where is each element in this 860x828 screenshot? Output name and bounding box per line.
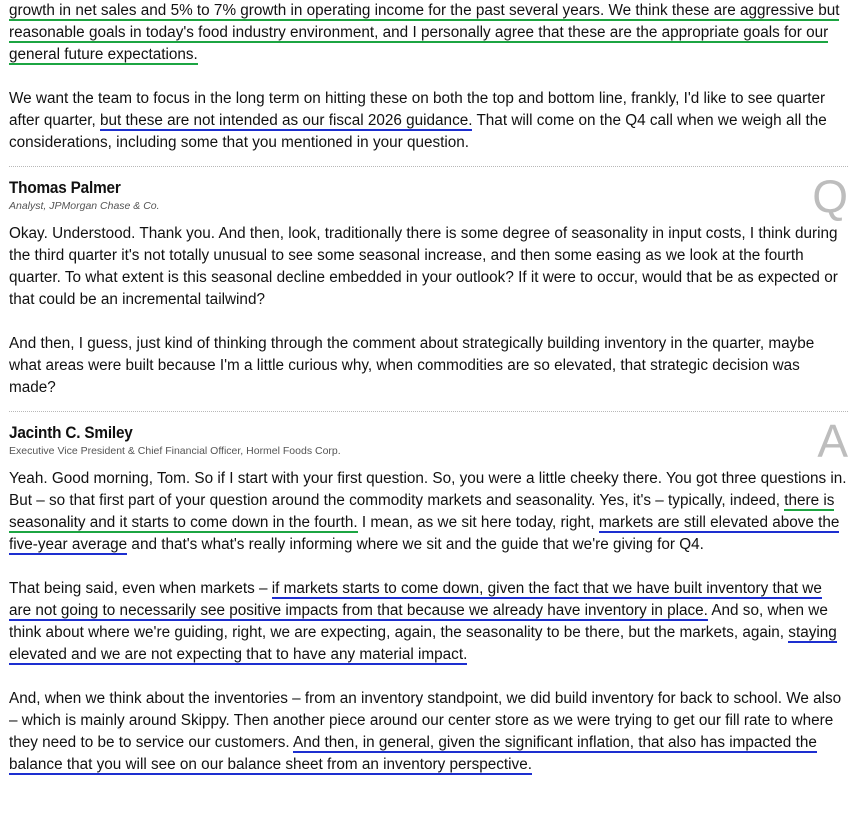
answer-paragraph-2 [9,578,848,666]
section-divider [9,411,848,412]
question-paragraph-2 [9,333,848,399]
text-segment: We want the team to focus in the long term on hitting these on both the top and bottom line, frankly, I'd like to see quarter after quarter, [9,90,826,129]
question-paragraph-1 [9,223,848,311]
text-segment: Okay. Understood. Thank you. And then, look, traditionally there is some degree of seasonality in input costs, I think during the third quarter it's not totally unusual to see some seasonal increase, and then some easing as we look at the fourth quarter. To what extent is this seasonal decline embedded in your outlook? If it were to occur, would that be as expected or that could be an incremental tailwind? [9,225,838,308]
highlight-blue: but these are not intended as our fiscal 2026 guidance. [99,112,473,129]
highlight-blue: if markets starts to come down, given the fact that we have built inventory that we are not going to necessarily see positive impacts from that because we already have inventory in place. [9,580,822,619]
intro-paragraph-2 [9,88,848,154]
answer-marker-icon: A [817,415,848,467]
text-segment: And, when we think about the inventories – from an inventory standpoint, we did build inventory for back to school. We also – which is mainly around Skippy. Then another piece around our center store as we were trying to get our fill rate to where they need to be to service our customers. [9,690,842,751]
paragraph-gap [9,66,848,88]
highlight-blue: And then, in general, given the significant inflation, that also has impacted the balance that you will see on our balance sheet from an inventory perspective. [9,734,817,773]
highlight-green: growth in net sales and 5% to 7% growth in operating income for the past several years. We think these are aggressive but reasonable goals in today's food industry environment, and I personally agree that these are the appropriate goals for our general future expectations. [9,2,840,63]
text-segment: That will come on the Q4 call when we weigh all the considerations, including some that you mentioned in your question. [9,112,827,151]
highlight-blue: markets are still elevated above the five-year average [9,514,840,553]
answer-speaker-name: Jacinth C. Smiley [9,423,133,442]
question-speaker-title: Analyst, JPMorgan Chase & Co. [9,200,160,212]
highlight-blue: staying elevated and we are not expecting that to have any material impact. [9,624,837,663]
paragraph-gap [9,556,848,578]
question-speaker-header [9,170,848,222]
answer-paragraph-3 [9,688,848,776]
answer-speaker-header [9,415,848,467]
paragraph-gap [9,311,848,333]
question-speaker-name: Thomas Palmer [9,178,121,197]
text-segment: And then, I guess, just kind of thinking through the comment about strategically building inventory in the quarter, maybe what areas were built because I'm a little curious why, when commodities are so elevated, that strategic decision was made? [9,335,815,396]
intro-paragraph-1 [9,0,848,66]
text-segment: Yeah. Good morning, Tom. So if I start with your first question. So, you were a little cheeky there. You got three questions in. But – so that first part of your question around the commodity markets and seasonality. Yes, it's – typically, indeed, [9,470,847,509]
answer-speaker-title: Executive Vice President & Chief Financial Officer, Hormel Foods Corp. [9,445,341,457]
paragraph-gap [9,666,848,688]
text-segment: That being said, even when markets – [9,580,272,597]
answer-paragraph-1 [9,468,848,556]
text-segment: I mean, as we sit here today, right, [357,514,599,531]
highlight-green: there is seasonality and it starts to come down in the fourth. [9,492,835,531]
text-segment: and that's what's really informing where we sit and the guide that we're giving for Q4. [127,536,704,553]
text-segment: And so, when we think about where we're guiding, right, we are expecting, again, the seasonality to be there, but the markets, again, [9,602,828,641]
section-divider [9,166,848,167]
question-marker-icon: Q [812,170,848,222]
